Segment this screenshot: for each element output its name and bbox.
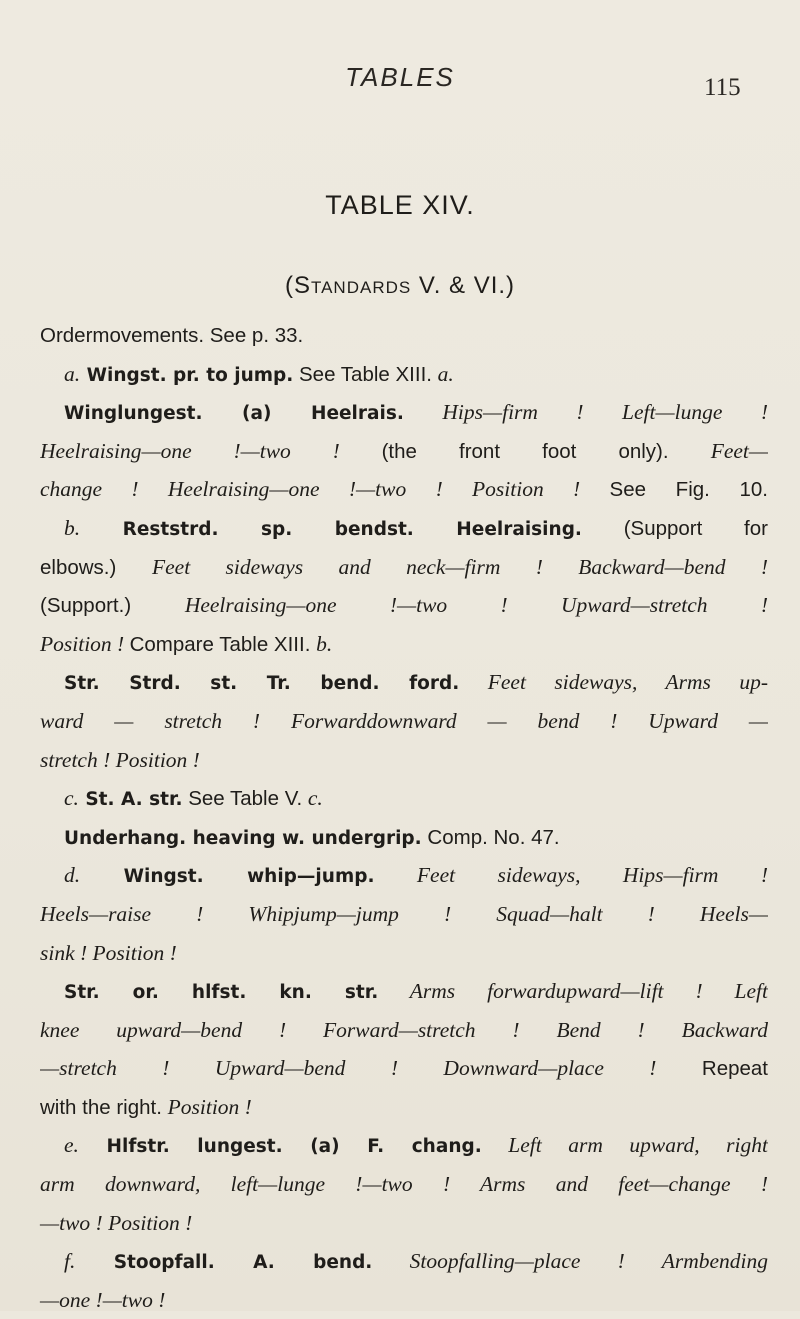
subtitle-open: ( [284,272,294,299]
text-line [40,741,768,780]
italic-text: Stoopfalling—place ! Armbending [372,1249,768,1274]
text-run: (the front foot only). [381,439,711,463]
text-line [40,818,768,857]
text-line [40,972,768,1011]
italic-text: d. [64,863,81,888]
italic-text: Arms forwardupward—lift ! Left [378,979,768,1004]
text-run: Compare Table XIII. [129,632,317,656]
text-line [40,393,768,432]
body-text [40,316,768,1319]
text-line [40,432,768,471]
italic-text: a. [64,361,81,386]
exercise-abbrev: Reststrd. sp. bendst. Heelraising. [80,518,582,540]
text-run: See Table XIII. [293,362,438,386]
text-line [40,1011,768,1050]
exercise-abbrev: Str. Strd. st. Tr. bend. ford. [64,673,460,695]
italic-text: sink ! Position ! [40,940,177,965]
italic-text: b. [64,515,81,540]
italic-text: f. [64,1249,76,1274]
italic-text: change ! Heelraising—one !—two ! Position ! [40,477,610,502]
exercise-abbrev: St. A. str. [78,789,183,811]
exercise-abbrev: Winglungest. (a) Heelrais. [64,403,404,425]
text-run: elbows.) [40,555,152,579]
text-line [40,934,768,973]
italic-text: c. [307,786,323,811]
italic-text: Heelraising—one !—two ! Upward—stretch ! [184,593,768,618]
text-line [40,1049,768,1088]
page-number: 115 [704,74,741,101]
text-line [40,470,768,509]
italic-text: Heelraising—one !—two ! [40,438,382,463]
text-line [40,316,768,355]
text-run: (Support for [581,516,768,540]
text-line [40,1088,768,1127]
text-line [40,548,768,587]
text-line [40,1126,768,1165]
italic-text: Heels—raise ! Whipjump—jump ! Squad—halt ! Heels— [40,901,768,926]
italic-text: stretch ! Position ! [40,747,200,772]
text-run: Comp. No. 47. [421,825,560,849]
italic-text: Feet sideways and neck—firm ! Backward—bend ! [152,554,768,579]
text-run: Ordermovements. See p. 33. [40,324,304,347]
text-line [40,702,768,741]
italic-text: Feet— [710,438,768,463]
text-line [40,663,768,702]
italic-text: knee upward—bend ! Forward—stretch ! Bend ! Backward [40,1017,768,1042]
italic-text: arm downward, left—lunge !—two ! Arms and feet—change ! [40,1172,768,1197]
text-run: Repeat [701,1057,768,1081]
italic-text: Feet sideways, Arms up- [459,670,768,695]
subtitle-rest: V. & VI.) [411,272,516,299]
italic-text: —one !—two ! [40,1287,166,1312]
italic-text: Position ! [40,631,130,656]
italic-text: ward — stretch ! Forwarddownward — bend ! Upward — [40,708,768,733]
italic-text: —stretch ! Upward—bend ! Downward—place ! [40,1056,702,1081]
text-line [40,1165,768,1204]
text-run: See Table V. [182,787,308,811]
text-run: (Support.) [40,594,185,618]
italic-text: Position ! [167,1094,252,1119]
italic-text: c. [64,786,79,811]
text-line [40,625,768,664]
running-head: TABLES [345,62,455,92]
text-line [40,856,768,895]
italic-text: Feet sideways, Hips—firm ! [374,863,768,888]
text-line [40,1281,768,1319]
exercise-abbrev: Stoopfall. A. bend. [75,1252,373,1274]
exercise-abbrev: Hlfstr. lungest. (a) F. chang. [78,1136,482,1158]
text-run: with the right. [40,1095,168,1119]
table-title: TABLE XIV. [325,190,475,220]
text-line [40,779,768,818]
exercise-abbrev: Wingst. pr. to jump. [80,364,294,386]
italic-text: —two ! Position ! [40,1210,193,1235]
text-line [40,1204,768,1243]
exercise-abbrev: Underhang. heaving w. undergrip. [64,827,422,849]
text-line [40,509,768,548]
italic-text: b. [316,631,333,656]
text-run: See Fig. 10. [609,478,768,502]
italic-text: a. [437,361,454,386]
italic-text: Hips—firm ! Left—lunge ! [403,400,768,425]
table-subtitle [0,272,800,300]
text-line [40,895,768,934]
italic-text: e. [64,1133,79,1158]
italic-text: Left arm upward, right [481,1133,768,1158]
exercise-abbrev: Wingst. whip—jump. [80,866,375,888]
text-line [40,355,768,394]
subtitle-word: Standards [293,272,412,299]
exercise-abbrev: Str. or. hlfst. kn. str. [64,982,379,1004]
text-line [40,1242,768,1281]
text-line [40,586,768,625]
